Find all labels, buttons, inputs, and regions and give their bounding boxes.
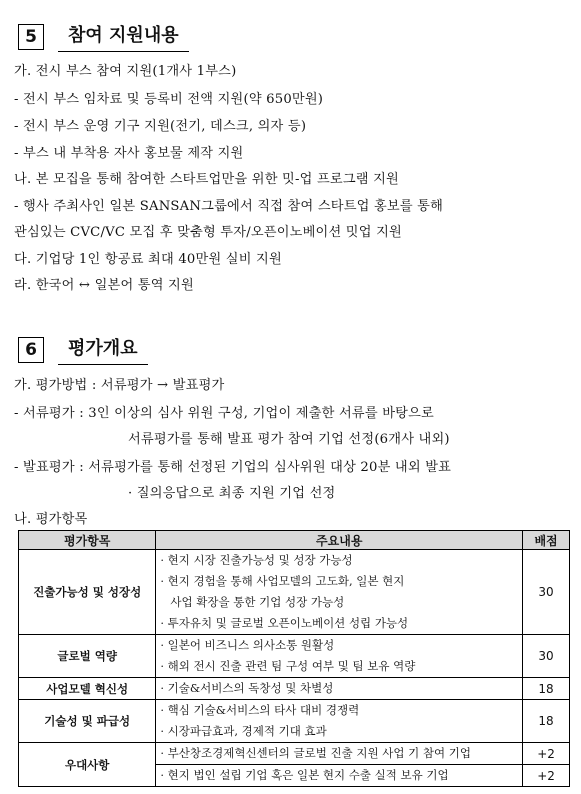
s5-line: 라. 한국어 ↔ 일본어 통역 지원 bbox=[14, 278, 194, 293]
content-item: · 투자유치 및 글로벌 오픈이노베이션 성립 가능성 bbox=[160, 616, 409, 630]
s6-line: 나. 평가항목 bbox=[14, 512, 88, 527]
s5-line: 가. 전시 부스 참여 지원(1개사 1부스) bbox=[14, 64, 237, 79]
evaluation-table bbox=[18, 530, 570, 787]
content-item: · 핵심 기술&서비스의 타사 대비 경쟁력 bbox=[160, 703, 360, 717]
s6-line: · 질의응답으로 최종 지원 기업 선정 bbox=[128, 486, 336, 501]
content-cell bbox=[156, 700, 523, 743]
table-header-row bbox=[19, 531, 570, 550]
content-cell bbox=[156, 550, 523, 635]
header-content: 주요내용 bbox=[156, 531, 523, 550]
content-item: · 시장파급효과, 경제적 기대 효과 bbox=[160, 724, 327, 738]
section-5-number: 5 bbox=[18, 24, 44, 50]
section-6-header bbox=[18, 334, 148, 365]
s6-line: 서류평가를 통해 발표 평가 참여 기업 선정(6개사 내외) bbox=[128, 432, 450, 447]
s5-line: - 부스 내 부착용 자사 홍보물 제작 지원 bbox=[14, 146, 244, 161]
category-cell: 진출가능성 및 성장성 bbox=[19, 550, 156, 635]
content-cell bbox=[156, 765, 523, 787]
score-cell: 30 bbox=[523, 550, 570, 635]
table-row bbox=[19, 743, 570, 765]
score-cell: +2 bbox=[523, 743, 570, 765]
category-cell: 우대사항 bbox=[19, 743, 156, 787]
s6-line: - 서류평가 : 3인 이상의 심사 위원 구성, 기업이 제출한 서류를 바탕으로 bbox=[14, 406, 434, 421]
content-item: · 일본어 비즈니스 의사소통 원활성 bbox=[160, 638, 335, 652]
s5-line: - 전시 부스 임차료 및 등록비 전액 지원(약 650만원) bbox=[14, 92, 324, 107]
category-cell: 사업모델 혁신성 bbox=[19, 678, 156, 700]
s5-line: 다. 기업당 1인 항공료 최대 40만원 실비 지원 bbox=[14, 252, 282, 267]
score-cell: 18 bbox=[523, 678, 570, 700]
score-cell: +2 bbox=[523, 765, 570, 787]
score-cell: 18 bbox=[523, 700, 570, 743]
s5-line: - 행사 주최사인 일본 SANSAN그룹에서 직접 참여 스타트업 홍보를 통해 bbox=[14, 199, 444, 214]
section-5-header bbox=[18, 21, 189, 52]
content-item: 사업 확장을 통한 기업 성장 가능성 bbox=[170, 595, 345, 609]
header-score: 배점 bbox=[523, 531, 570, 550]
score-cell: 30 bbox=[523, 635, 570, 678]
content-item: · 해외 전시 진출 관련 팀 구성 여부 및 팀 보유 역량 bbox=[160, 659, 416, 673]
content-item: · 현지 경험을 통해 사업모델의 고도화, 일본 현지 bbox=[160, 574, 405, 588]
table-row bbox=[19, 550, 570, 635]
s5-line: 관심있는 CVC/VC 모집 후 맞춤형 투자/오픈이노베이션 밋업 지원 bbox=[14, 225, 402, 240]
section-6-title: 평가개요 bbox=[58, 334, 148, 365]
category-cell: 기술성 및 파급성 bbox=[19, 700, 156, 743]
s6-line: 가. 평가방법 : 서류평가 → 발표평가 bbox=[14, 378, 225, 393]
content-cell bbox=[156, 635, 523, 678]
table-row bbox=[19, 678, 570, 700]
section-6-number: 6 bbox=[18, 337, 44, 363]
content-item: · 기술&서비스의 독창성 및 차별성 bbox=[160, 681, 334, 695]
content-item: · 현지 법인 설립 기업 혹은 일본 현지 수출 실적 보유 기업 bbox=[160, 768, 449, 782]
s5-line: 나. 본 모집을 통해 참여한 스타트업만을 위한 밋-업 프로그램 지원 bbox=[14, 172, 399, 187]
table-row bbox=[19, 700, 570, 743]
s5-line: - 전시 부스 운영 기구 지원(전기, 데스크, 의자 등) bbox=[14, 119, 307, 134]
s6-line: - 발표평가 : 서류평가를 통해 선정된 기업의 심사위원 대상 20분 내외 발표 bbox=[14, 460, 452, 475]
content-item: · 부산창조경제혁신센터의 글로벌 진출 지원 사업 기 참여 기업 bbox=[160, 746, 471, 760]
content-cell bbox=[156, 743, 523, 765]
table-row bbox=[19, 635, 570, 678]
category-cell: 글로벌 역량 bbox=[19, 635, 156, 678]
section-5-title: 참여 지원내용 bbox=[58, 21, 189, 52]
header-category: 평가항목 bbox=[19, 531, 156, 550]
content-item: · 현지 시장 진출가능성 및 성장 가능성 bbox=[160, 553, 353, 567]
content-cell bbox=[156, 678, 523, 700]
